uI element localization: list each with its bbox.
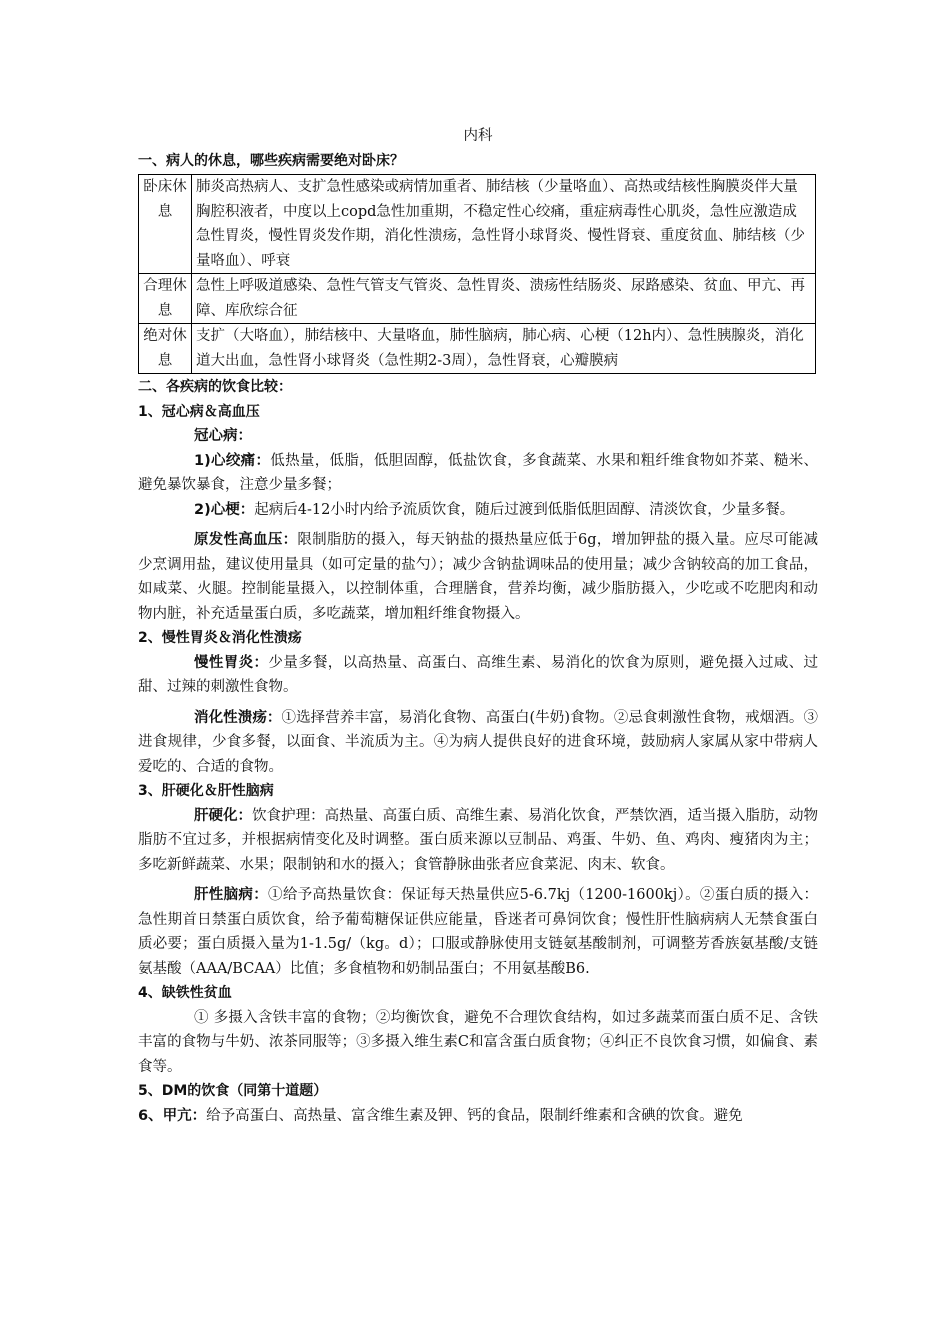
- text-hyperthyroid: 给予高蛋白、高热量、富含维生素及钾、钙的食品，限制纤维素和含碘的饮食。避免: [206, 1107, 743, 1124]
- paragraph-gastritis: [138, 651, 818, 700]
- label-ulcer: 消化性溃疡：: [194, 709, 282, 726]
- paragraph-mi: [138, 498, 818, 523]
- label-hypertension: 原发性高血压：: [194, 532, 298, 548]
- paragraph-ulcer: [138, 706, 818, 780]
- label-angina: 1)心绞痛：: [194, 452, 271, 469]
- paragraph-hypertension: [138, 528, 818, 626]
- paragraph-anemia: ① 多摄入含铁丰富的食物；②均衡饮食，避免不合理饮食结构，如过多蔬菜而蛋白质不足、含铁丰富的食物与牛奶、浓茶同服等；③多摄入维生素C和富含蛋白质食物；④纠正不良饮食习惯，如偏食、素食等。: [138, 1009, 818, 1075]
- label-mi: 2)心梗：: [194, 501, 255, 518]
- page-title: 内科: [463, 128, 493, 144]
- label-cirrhosis: 肝硬化：: [194, 807, 253, 824]
- subheading-3: 3、肝硬化＆肝性脑病: [138, 783, 274, 799]
- table-row: [139, 274, 816, 324]
- row-key: 绝对休息: [139, 324, 192, 374]
- section-2-heading: 二、各疾病的饮食比较：: [138, 379, 292, 395]
- row-key: 卧床休息: [139, 175, 192, 274]
- paragraph-encephalopathy: [138, 883, 818, 981]
- row-value: 急性上呼吸道感染、急性气管支气管炎、急性胃炎、溃疡性结肠炎、尿路感染、贫血、甲亢、再障、库欣综合征: [192, 274, 816, 324]
- row-key: 合理休息: [139, 274, 192, 324]
- subheading-5: 5、DM的饮食（同第十道题）: [138, 1083, 328, 1099]
- paragraph-cirrhosis: [138, 804, 818, 878]
- text-cirrhosis: 饮食护理：高热量、高蛋白质、高维生素、易消化饮食，严禁饮酒，适当摄入脂肪，动物脂肪不宜过多，并根据病情变化及时调整。蛋白质来源以豆制品、鸡蛋、牛奶、鱼、鸡肉、瘦猪肉为主；多吃新鲜蔬菜、水果；限制钠和水的摄入；食管静脉曲张者应食菜泥、肉末、软食。: [138, 807, 819, 873]
- text-encephalopathy: ①给予高热量饮食：保证每天热量供应5-6.7kj（1200-1600kj）。②蛋白质的摄入：急性期首日禁蛋白质饮食，给予葡萄糖保证供应能量，昏迷者可鼻饲饮食；慢性肝性脑病病人无禁食蛋白质必要；蛋白质摄入量为1-1.5g/（kg。d）；口服或静脉使用支链氨基酸制剂，可调整芳香族氨基酸/支链氨基酸（AAA/BCAA）比值；多食植物和奶制品蛋白；不用氨基酸B6.: [138, 887, 818, 977]
- label-hyperthyroid: 6、甲亢：: [138, 1107, 207, 1124]
- text-gastritis: 少量多餐，以高热量、高蛋白、高维生素、易消化的饮食为原则，避免摄入过咸、过甜、过辣的刺激性食物。: [138, 654, 819, 695]
- table-row: [139, 324, 816, 374]
- row-value: 支扩（大咯血），肺结核中、大量咯血，肺性脑病，肺心病、心梗（12h内）、急性胰腺炎，消化道大出血，急性肾小球肾炎（急性期2-3周），急性肾衰，心瓣膜病: [192, 324, 816, 374]
- text-mi: 起病后4-12小时内给予流质饮食，随后过渡到低脂低胆固醇、清淡饮食，少量多餐。: [254, 501, 795, 518]
- row-value: 肺炎高热病人、支扩急性感染或病情加重者、肺结核（少量咯血）、高热或结核性胸膜炎伴大量胸腔积液者，中度以上copd急性加重期，不稳定性心绞痛，重症病毒性心肌炎，急性应激造成急性胃炎，慢性胃炎发作期，消化性溃疡，急性肾小球肾炎、慢性肾衰、重度贫血、肺结核（少量咯血）、呼衰: [192, 175, 816, 274]
- table-row: [139, 175, 816, 274]
- label-encephalopathy: 肝性脑病：: [194, 887, 269, 903]
- document-page: [138, 124, 818, 1128]
- subheading-2: 2、慢性胃炎＆消化性溃疡: [138, 630, 302, 646]
- rest-table: [138, 174, 816, 374]
- subheading-chd: 冠心病：: [194, 427, 252, 444]
- text-hypertension: 限制脂肪的摄入，每天钠盐的摄热量应低于6g，增加钾盐的摄入量。应尽可能减少烹调用盐，建议使用量具（如可定量的盐勺）；减少含钠盐调味品的使用量；减少含钠较高的加工食品，如咸菜、火腿。控制能量摄入，以控制体重，合理膳食，营养均衡，减少脂肪摄入，少吃或不吃肥肉和动物内脏，补充适量蛋白质，多吃蔬菜，增加粗纤维食物摄入。: [138, 532, 818, 622]
- subheading-4: 4、缺铁性贫血: [138, 985, 232, 1001]
- paragraph-angina: [138, 449, 818, 498]
- label-gastritis: 慢性胃炎：: [194, 654, 269, 671]
- text-angina: 低热量，低脂，低胆固醇，低盐饮食，多食蔬菜、水果和粗纤维食物如芥菜、糙米、避免暴饮暴食，注意少量多餐；: [138, 452, 819, 493]
- text-ulcer: ①选择营养丰富，易消化食物、高蛋白(牛奶)食物。②忌食刺激性食物，戒烟酒。③进食规律，少食多餐，以面食、半流质为主。④为病人提供良好的进食环境，鼓励病人家属从家中带病人爱吃的、合适的食物。: [138, 709, 818, 775]
- subheading-1: 1、冠心病＆高血压: [138, 403, 260, 420]
- section-1-heading: 一、病人的休息，哪些疾病需要绝对卧床？: [138, 152, 404, 169]
- paragraph-hyperthyroid: [138, 1104, 818, 1129]
